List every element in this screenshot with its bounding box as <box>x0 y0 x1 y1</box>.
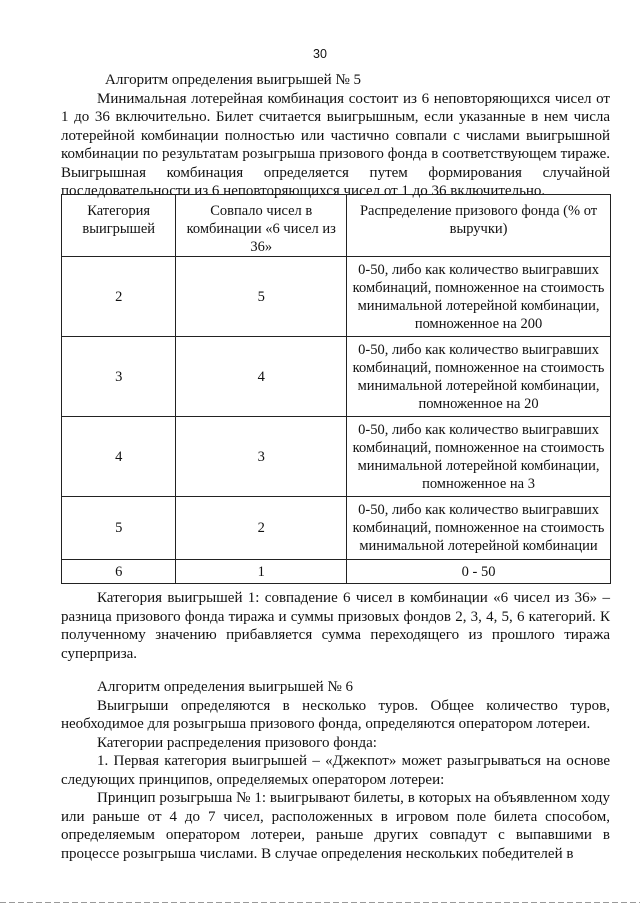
table-row <box>62 257 611 337</box>
cell-category: 4 <box>62 417 176 497</box>
prize-distribution-table <box>61 194 611 584</box>
cell-distribution: 0-50, либо как количество выигравших комбинаций, помноженное на стоимость минимальной лотерейной комбинации, помноженное на 200 <box>347 257 611 337</box>
cell-category: 5 <box>62 497 176 560</box>
header-distribution: Распределение призового фонда (% от выручки) <box>347 195 611 257</box>
table-row <box>62 560 611 584</box>
page-number: 30 <box>313 47 327 61</box>
cell-matched: 3 <box>176 417 347 497</box>
algorithm-6-section <box>61 678 610 863</box>
cell-category: 6 <box>62 560 176 584</box>
algorithm-6-paragraph-3: 1. Первая категория выигрышей – «Джекпот» может разыгрываться на основе следующих принципов, определяемых оператором лотереи: <box>61 753 610 788</box>
algorithm-5-title: Алгоритм определения выигрышей № 5 <box>105 72 362 88</box>
page-bottom-scan-line <box>0 902 640 903</box>
cell-distribution: 0-50, либо как количество выигравших комбинаций, помноженное на стоимость минимальной лотерейной комбинации <box>347 497 611 560</box>
cell-matched: 2 <box>176 497 347 560</box>
algorithm-6-paragraph-1: Выигрыши определяются в несколько туров. Общее количество туров, необходимое для розыгрыша призового фонда, определяются оператором лотереи. <box>61 697 610 732</box>
cell-category: 2 <box>62 257 176 337</box>
algorithm-5-section <box>61 71 610 201</box>
cell-matched: 4 <box>176 337 347 417</box>
table-header-row <box>62 195 611 257</box>
algorithm-6-paragraph-4: Принцип розыгрыша № 1: выигрывают билеты, в которых на объявленном ходу или раньше от 4 до 7 чисел, расположенных в игровом поле билета способом, определяемым оператором лотереи, раньше других совпадут с выпавшими в процессе розыгрыша числами. В случае определения нескольких победителей в <box>61 790 610 862</box>
algorithm-5-paragraph: Минимальная лотерейная комбинация состоит из 6 неповторяющихся чисел от 1 до 36 включительно. Билет считается выигрышным, если указанные в нем числа лотерейной комбинации полностью или частично совпали с числами выигрышной комбинации по результатам розыгрыша призового фонда в соответствующем тираже. Выигрышная комбинация определяется путем формирования случайной последовательности из 6 неповторяющихся чисел от 1 до 36 включительно. <box>61 90 610 199</box>
table-row <box>62 337 611 417</box>
category-1-note: Категория выигрышей 1: совпадение 6 чисел в комбинации «6 чисел из 36» – разница призового фонда тиража и суммы призовых фондов 2, 3, 4, 5, 6 категорий. К полученному значению прибавляется сумма переходящего из прошлого тиража суперприза. <box>61 590 610 662</box>
header-category: Категория выигрышей <box>62 195 176 257</box>
table-row <box>62 497 611 560</box>
cell-distribution: 0-50, либо как количество выигравших комбинаций, помноженное на стоимость минимальной лотерейной комбинации, помноженное на 3 <box>347 417 611 497</box>
cell-matched: 5 <box>176 257 347 337</box>
cell-distribution: 0-50, либо как количество выигравших комбинаций, помноженное на стоимость минимальной лотерейной комбинации, помноженное на 20 <box>347 337 611 417</box>
cell-matched: 1 <box>176 560 347 584</box>
table-row <box>62 417 611 497</box>
cell-category: 3 <box>62 337 176 417</box>
algorithm-6-title: Алгоритм определения выигрышей № 6 <box>97 679 354 695</box>
algorithm-6-paragraph-2: Категории распределения призового фонда: <box>97 734 377 751</box>
category-1-note-section <box>61 589 610 663</box>
cell-distribution: 0 - 50 <box>347 560 611 584</box>
header-matched: Совпало чисел в комбинации «6 чисел из 36» <box>176 195 347 257</box>
